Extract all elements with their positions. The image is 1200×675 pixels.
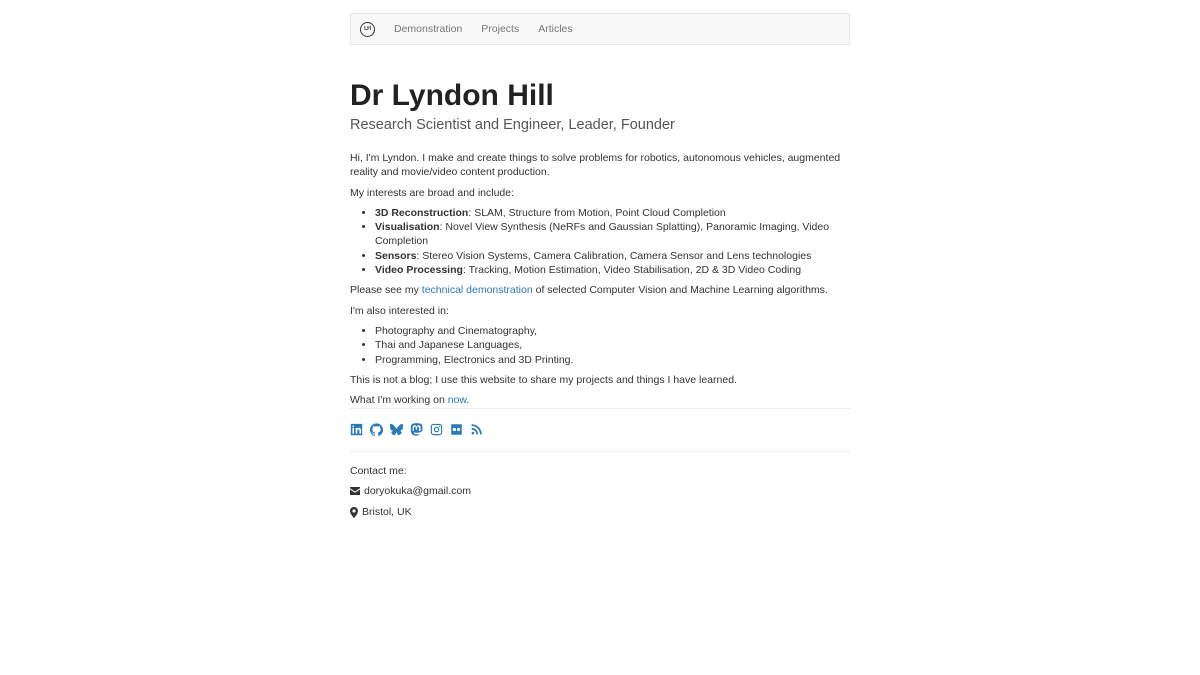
- interest-detail: : SLAM, Structure from Motion, Point Cloud Completion: [468, 206, 726, 219]
- interest-detail: : Tracking, Motion Estimation, Video Stabilisation, 2D & 3D Video Coding: [462, 264, 802, 277]
- now-text-before: What I'm working on: [350, 394, 448, 407]
- list-item: [375, 220, 850, 249]
- social-links: [350, 423, 483, 436]
- list-item: • Photography and Cinematography,: [375, 324, 850, 338]
- envelope-icon: [350, 487, 360, 495]
- now-paragraph: [350, 393, 850, 407]
- intro-paragraph: Hi, I'm Lyndon. I make and create things to solve problems for robotics, autonomous vehicles, augmented reality and movie/video content production.: [350, 152, 841, 179]
- interest-term: Sensors: [375, 249, 417, 262]
- also-list: [350, 324, 850, 367]
- interests-list: [350, 206, 850, 277]
- now-text-after: .: [466, 394, 470, 407]
- bluesky-icon[interactable]: [390, 423, 403, 436]
- nav-projects[interactable]: Projects: [481, 23, 520, 35]
- now-link[interactable]: now: [447, 394, 467, 407]
- also-intro: I'm also interested in:: [350, 304, 449, 317]
- blog-note: This is not a blog; I use this website to share my projects and things I have learned.: [350, 373, 737, 386]
- demo-paragraph: [350, 283, 850, 297]
- contact-email: [350, 485, 471, 497]
- list-item: [375, 249, 850, 263]
- contact-location: [350, 506, 412, 518]
- interests-intro: My interests are broad and include:: [350, 186, 515, 199]
- rss-icon[interactable]: [470, 423, 483, 436]
- map-marker-icon: [350, 507, 358, 518]
- divider: [350, 451, 850, 452]
- nav-articles[interactable]: Articles: [538, 23, 573, 35]
- interest-term: Visualisation: [375, 221, 440, 234]
- interest-term: 3D Reconstruction: [375, 206, 469, 219]
- demo-text-before: Please see my: [350, 284, 422, 297]
- linkedin-icon[interactable]: [350, 423, 363, 436]
- contact-label: Contact me:: [350, 465, 407, 477]
- location-text: Bristol, UK: [362, 506, 412, 518]
- page-title: Dr Lyndon Hill: [350, 79, 554, 112]
- page-subtitle: Research Scientist and Engineer, Leader, Founder: [350, 117, 675, 133]
- flickr-icon[interactable]: [450, 423, 463, 436]
- lh-logo-icon[interactable]: [360, 22, 375, 37]
- list-item: • Thai and Japanese Languages,: [375, 338, 850, 352]
- list-item: [375, 263, 850, 277]
- divider: [350, 408, 850, 409]
- email-address: doryokuka@gmail.com: [364, 485, 471, 497]
- brand-text: LH: [364, 26, 371, 32]
- interest-term: Video Processing: [375, 264, 463, 277]
- instagram-icon[interactable]: [430, 423, 443, 436]
- technical-demonstration-link[interactable]: technical demonstration: [421, 284, 533, 297]
- list-item: [375, 206, 850, 220]
- demo-text-after: of selected Computer Vision and Machine Learning algorithms.: [532, 284, 828, 297]
- interest-detail: : Stereo Vision Systems, Camera Calibration, Camera Sensor and Lens technologies: [416, 249, 812, 262]
- list-item: • Programming, Electronics and 3D Printing.: [375, 353, 850, 367]
- nav-demonstration[interactable]: Demonstration: [394, 23, 463, 35]
- navbar: [350, 13, 850, 45]
- mastodon-icon[interactable]: [410, 423, 423, 436]
- main-content: [350, 151, 850, 413]
- interest-detail: : Novel View Synthesis (NeRFs and Gaussian Splatting), Panoramic Imaging, Video Completion: [375, 221, 830, 248]
- github-icon[interactable]: [370, 423, 383, 436]
